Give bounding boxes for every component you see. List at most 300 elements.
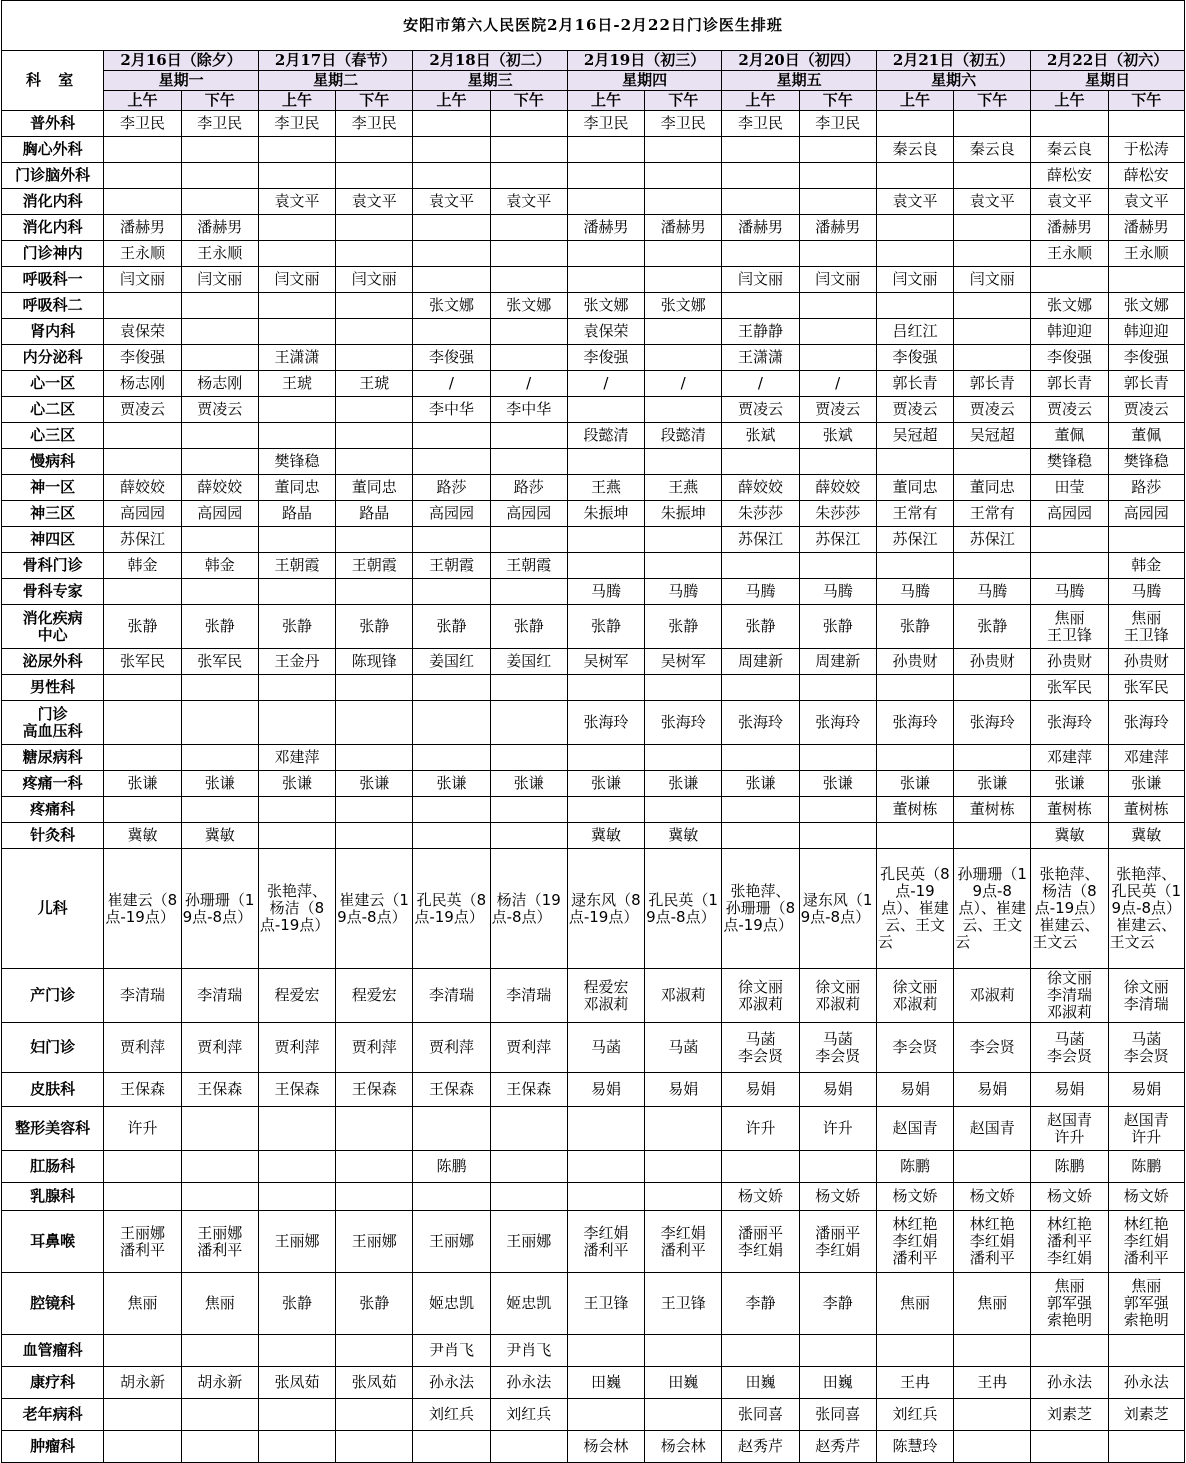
schedule-cell: 赵秀芹 — [722, 1431, 799, 1463]
pm-header: 下午 — [336, 91, 413, 111]
schedule-cell: 徐文丽 李清瑞 邓淑莉 — [1031, 969, 1108, 1023]
schedule-cell — [181, 293, 258, 319]
schedule-cell: 潘赫男 — [1108, 215, 1184, 241]
schedule-cell — [181, 137, 258, 163]
schedule-cell — [413, 527, 490, 553]
schedule-cell: 张海玲 — [799, 701, 876, 745]
schedule-cell — [258, 675, 335, 701]
schedule-cell: 徐文丽 邓淑莉 — [799, 969, 876, 1023]
date-header: 2月16日（除夕） — [104, 51, 259, 71]
schedule-cell: 焦丽 王卫锋 — [1108, 605, 1184, 649]
schedule-cell — [490, 215, 567, 241]
schedule-cell: / — [413, 371, 490, 397]
schedule-cell — [722, 745, 799, 771]
schedule-cell: 张谦 — [181, 771, 258, 797]
schedule-cell: 许升 — [722, 1107, 799, 1151]
schedule-cell: 秦云良 — [954, 137, 1031, 163]
table-row — [2, 371, 1185, 397]
table-row — [2, 163, 1185, 189]
schedule-cell — [104, 423, 181, 449]
schedule-cell: 王琥 — [258, 371, 335, 397]
schedule-cell — [490, 527, 567, 553]
schedule-cell — [722, 823, 799, 849]
table-row — [2, 475, 1185, 501]
schedule-cell — [876, 553, 953, 579]
schedule-cell: 朱莎莎 — [799, 501, 876, 527]
schedule-cell: 王保森 — [104, 1073, 181, 1107]
schedule-cell — [567, 553, 644, 579]
schedule-cell — [181, 527, 258, 553]
schedule-cell — [181, 675, 258, 701]
schedule-cell — [954, 111, 1031, 137]
schedule-cell: 张同喜 — [722, 1399, 799, 1431]
schedule-cell: 李红娟 潘利平 — [645, 1211, 722, 1273]
schedule-cell — [567, 675, 644, 701]
schedule-cell: 贾凌云 — [876, 397, 953, 423]
schedule-body — [2, 1, 1185, 1463]
schedule-cell: 袁文平 — [876, 189, 953, 215]
table-row — [2, 293, 1185, 319]
schedule-cell: 贾利萍 — [181, 1023, 258, 1073]
schedule-cell: 郭长青 — [1031, 371, 1108, 397]
schedule-cell — [336, 1183, 413, 1211]
table-row — [2, 1023, 1185, 1073]
schedule-cell — [336, 675, 413, 701]
schedule-cell — [567, 267, 644, 293]
schedule-cell: 林红艳 李红娟 潘利平 — [876, 1211, 953, 1273]
schedule-cell — [336, 797, 413, 823]
schedule-cell: 张静 — [336, 1273, 413, 1335]
schedule-cell — [490, 701, 567, 745]
schedule-cell — [104, 1183, 181, 1211]
schedule-cell — [645, 319, 722, 345]
department-name: 肿瘤科 — [2, 1431, 104, 1463]
schedule-cell: 刘红兵 — [876, 1399, 953, 1431]
schedule-cell — [799, 1151, 876, 1183]
schedule-cell — [567, 1151, 644, 1183]
schedule-cell: 胡永新 — [181, 1367, 258, 1399]
schedule-cell: 李会贤 — [876, 1023, 953, 1073]
schedule-cell: 李中华 — [490, 397, 567, 423]
schedule-cell: 贾凌云 — [1108, 397, 1184, 423]
schedule-cell — [490, 579, 567, 605]
schedule-cell: 徐文丽 李清瑞 — [1108, 969, 1184, 1023]
schedule-cell — [490, 797, 567, 823]
schedule-cell — [336, 527, 413, 553]
schedule-cell: 邓建萍 — [1108, 745, 1184, 771]
schedule-cell — [954, 1431, 1031, 1463]
schedule-cell — [954, 345, 1031, 371]
schedule-cell: 樊锋稳 — [1031, 449, 1108, 475]
schedule-cell: 孙永法 — [413, 1367, 490, 1399]
schedule-cell: 王永顺 — [1031, 241, 1108, 267]
schedule-cell — [104, 701, 181, 745]
schedule-cell: 樊锋稳 — [1108, 449, 1184, 475]
schedule-cell — [258, 1431, 335, 1463]
schedule-cell: 马腾 — [722, 579, 799, 605]
schedule-cell: 张静 — [876, 605, 953, 649]
table-row — [2, 267, 1185, 293]
schedule-cell — [722, 189, 799, 215]
schedule-cell: 陈鹏 — [1108, 1151, 1184, 1183]
schedule-cell: 王保森 — [413, 1073, 490, 1107]
schedule-cell — [181, 1335, 258, 1367]
schedule-cell: 朱振坤 — [567, 501, 644, 527]
schedule-cell — [1031, 111, 1108, 137]
schedule-cell: 焦丽 — [104, 1273, 181, 1335]
schedule-cell: 张谦 — [799, 771, 876, 797]
schedule-cell: 张海玲 — [954, 701, 1031, 745]
table-row — [2, 1183, 1185, 1211]
schedule-cell — [1108, 267, 1184, 293]
schedule-cell: 赵国青 — [954, 1107, 1031, 1151]
schedule-cell: 韩金 — [1108, 553, 1184, 579]
schedule-cell — [645, 527, 722, 553]
table-row — [2, 1335, 1185, 1367]
date-header-row — [2, 51, 1185, 71]
schedule-cell — [722, 163, 799, 189]
schedule-cell: 王冉 — [954, 1367, 1031, 1399]
schedule-cell — [876, 449, 953, 475]
schedule-cell — [799, 823, 876, 849]
schedule-cell: 姜国红 — [413, 649, 490, 675]
schedule-cell: 王朝霞 — [258, 553, 335, 579]
department-name: 儿科 — [2, 849, 104, 969]
schedule-cell: 路晶 — [336, 501, 413, 527]
schedule-cell: 张谦 — [258, 771, 335, 797]
schedule-cell — [954, 163, 1031, 189]
schedule-cell — [104, 189, 181, 215]
schedule-cell: 吴树军 — [567, 649, 644, 675]
schedule-cell — [490, 449, 567, 475]
schedule-cell: 杨文娇 — [876, 1183, 953, 1211]
schedule-cell — [181, 797, 258, 823]
schedule-cell — [336, 1431, 413, 1463]
schedule-cell: 苏保江 — [954, 527, 1031, 553]
schedule-cell — [413, 1431, 490, 1463]
department-name: 心三区 — [2, 423, 104, 449]
schedule-cell: 张静 — [799, 605, 876, 649]
schedule-cell: 高园园 — [181, 501, 258, 527]
table-row — [2, 579, 1185, 605]
schedule-cell: 袁文平 — [258, 189, 335, 215]
schedule-cell: 闫文丽 — [181, 267, 258, 293]
schedule-cell: 张军民 — [1031, 675, 1108, 701]
schedule-cell: 刘素芝 — [1108, 1399, 1184, 1431]
weekday-header-row — [2, 71, 1185, 91]
schedule-cell: 刘红兵 — [490, 1399, 567, 1431]
department-name: 骨科门诊 — [2, 553, 104, 579]
department-name: 老年病科 — [2, 1399, 104, 1431]
schedule-cell — [413, 111, 490, 137]
schedule-cell: 王冉 — [876, 1367, 953, 1399]
schedule-cell: 杨志刚 — [104, 371, 181, 397]
schedule-cell — [336, 1399, 413, 1431]
table-row — [2, 423, 1185, 449]
schedule-cell: 高园园 — [104, 501, 181, 527]
weekday-header: 星期日 — [1031, 71, 1185, 91]
schedule-cell: 周建新 — [722, 649, 799, 675]
schedule-cell — [336, 745, 413, 771]
schedule-cell: 许升 — [799, 1107, 876, 1151]
schedule-cell — [645, 1107, 722, 1151]
schedule-cell — [722, 293, 799, 319]
am-header: 上午 — [413, 91, 490, 111]
schedule-cell — [336, 579, 413, 605]
schedule-cell — [181, 423, 258, 449]
schedule-cell: / — [722, 371, 799, 397]
session-header-row — [2, 91, 1185, 111]
schedule-cell — [181, 1151, 258, 1183]
department-name: 乳腺科 — [2, 1183, 104, 1211]
schedule-cell — [413, 797, 490, 823]
schedule-cell: 王永顺 — [1108, 241, 1184, 267]
schedule-cell: 张谦 — [954, 771, 1031, 797]
schedule-cell — [799, 345, 876, 371]
table-row — [2, 527, 1185, 553]
schedule-cell: 邓建萍 — [1031, 745, 1108, 771]
department-name: 骨科专家 — [2, 579, 104, 605]
schedule-cell: 周建新 — [799, 649, 876, 675]
schedule-cell: 尹肖飞 — [490, 1335, 567, 1367]
schedule-cell: 李会贤 — [954, 1023, 1031, 1073]
schedule-cell: 贾凌云 — [1031, 397, 1108, 423]
schedule-cell: 马腾 — [645, 579, 722, 605]
schedule-cell — [567, 449, 644, 475]
schedule-cell — [258, 701, 335, 745]
schedule-cell — [1108, 1335, 1184, 1367]
schedule-cell — [799, 137, 876, 163]
schedule-cell — [258, 527, 335, 553]
table-row — [2, 241, 1185, 267]
schedule-cell: 李俊强 — [104, 345, 181, 371]
schedule-cell — [567, 397, 644, 423]
schedule-cell: 王丽娜 潘利平 — [104, 1211, 181, 1273]
schedule-cell: 贾利萍 — [336, 1023, 413, 1073]
schedule-cell: 易娟 — [799, 1073, 876, 1107]
schedule-cell: 闫文丽 — [104, 267, 181, 293]
schedule-cell: 张凤茹 — [336, 1367, 413, 1399]
schedule-cell — [645, 675, 722, 701]
schedule-cell — [1108, 111, 1184, 137]
schedule-cell — [645, 189, 722, 215]
schedule-cell — [490, 745, 567, 771]
schedule-cell: / — [799, 371, 876, 397]
date-header: 2月21日（初五） — [876, 51, 1031, 71]
schedule-cell: 贾凌云 — [181, 397, 258, 423]
schedule-cell: 崔建云（19点-8点） — [336, 849, 413, 969]
schedule-cell: 韩金 — [104, 553, 181, 579]
schedule-cell: 张谦 — [490, 771, 567, 797]
table-row — [2, 319, 1185, 345]
schedule-cell — [567, 137, 644, 163]
schedule-cell: 田巍 — [799, 1367, 876, 1399]
schedule-cell: 王永顺 — [104, 241, 181, 267]
schedule-cell: 韩迎迎 — [1108, 319, 1184, 345]
schedule-cell — [181, 701, 258, 745]
schedule-cell — [336, 345, 413, 371]
schedule-cell — [104, 579, 181, 605]
department-name: 皮肤科 — [2, 1073, 104, 1107]
schedule-cell: 袁文平 — [413, 189, 490, 215]
title-row — [2, 1, 1185, 51]
schedule-cell: 樊锋稳 — [258, 449, 335, 475]
schedule-cell — [413, 579, 490, 605]
schedule-cell: 程爱宏 — [336, 969, 413, 1023]
schedule-cell: 张静 — [722, 605, 799, 649]
schedule-cell: 贾凌云 — [954, 397, 1031, 423]
schedule-cell: 薛姣姣 — [104, 475, 181, 501]
schedule-cell: 王卫锋 — [567, 1273, 644, 1335]
schedule-cell: 吴冠超 — [954, 423, 1031, 449]
schedule-cell — [258, 1183, 335, 1211]
schedule-cell: 潘赫男 — [104, 215, 181, 241]
weekday-header: 星期六 — [876, 71, 1031, 91]
schedule-cell: 高园园 — [1031, 501, 1108, 527]
date-header: 2月20日（初四） — [722, 51, 877, 71]
schedule-cell: 马腾 — [567, 579, 644, 605]
schedule-cell — [413, 823, 490, 849]
schedule-cell: 孙贵财 — [876, 649, 953, 675]
table-row — [2, 1399, 1185, 1431]
schedule-cell: 张谦 — [722, 771, 799, 797]
table-row — [2, 1107, 1185, 1151]
table-row — [2, 969, 1185, 1023]
schedule-cell — [413, 745, 490, 771]
schedule-cell: 马菡 李会贤 — [1108, 1023, 1184, 1073]
schedule-cell: 田巍 — [722, 1367, 799, 1399]
table-row — [2, 553, 1185, 579]
schedule-cell: 焦丽 — [876, 1273, 953, 1335]
department-name: 慢病科 — [2, 449, 104, 475]
schedule-cell: 林红艳 潘利平 李红娟 — [1031, 1211, 1108, 1273]
schedule-cell — [490, 267, 567, 293]
department-name: 耳鼻喉 — [2, 1211, 104, 1273]
schedule-cell: 王保森 — [181, 1073, 258, 1107]
schedule-cell — [413, 675, 490, 701]
schedule-cell — [645, 163, 722, 189]
schedule-cell: 王朝霞 — [413, 553, 490, 579]
schedule-cell: 徐文丽 邓淑莉 — [876, 969, 953, 1023]
schedule-cell: 张谦 — [413, 771, 490, 797]
schedule-cell: 路莎 — [490, 475, 567, 501]
am-header: 上午 — [104, 91, 181, 111]
schedule-cell: 李清瑞 — [490, 969, 567, 1023]
schedule-cell: 杨文娇 — [722, 1183, 799, 1211]
schedule-cell: 董树栋 — [954, 797, 1031, 823]
department-name: 神一区 — [2, 475, 104, 501]
schedule-cell: 张海玲 — [1031, 701, 1108, 745]
schedule-cell: 陈慧玲 — [876, 1431, 953, 1463]
schedule-cell — [567, 797, 644, 823]
schedule-cell: 冀敏 — [181, 823, 258, 849]
schedule-cell: 徐文丽 邓淑莉 — [722, 969, 799, 1023]
department-name: 消化内科 — [2, 215, 104, 241]
schedule-cell — [954, 449, 1031, 475]
schedule-cell: 易娟 — [567, 1073, 644, 1107]
schedule-cell: 闫文丽 — [799, 267, 876, 293]
schedule-cell: 李俊强 — [1031, 345, 1108, 371]
schedule-cell: 闫文丽 — [876, 267, 953, 293]
schedule-cell — [722, 797, 799, 823]
table-row — [2, 397, 1185, 423]
schedule-cell — [181, 1399, 258, 1431]
schedule-cell: 张谦 — [1108, 771, 1184, 797]
schedule-cell: 高园园 — [490, 501, 567, 527]
schedule-cell — [954, 745, 1031, 771]
department-name: 针灸科 — [2, 823, 104, 849]
schedule-cell — [954, 823, 1031, 849]
schedule-cell — [181, 745, 258, 771]
schedule-cell: 张静 — [336, 605, 413, 649]
schedule-cell — [336, 1107, 413, 1151]
schedule-cell — [258, 163, 335, 189]
schedule-cell: 张静 — [413, 605, 490, 649]
schedule-cell: 焦丽 郭军强 索艳明 — [1108, 1273, 1184, 1335]
schedule-cell — [645, 137, 722, 163]
schedule-cell: 孔民英（8点-19点） — [413, 849, 490, 969]
schedule-cell — [413, 701, 490, 745]
schedule-cell: 杨文娇 — [1031, 1183, 1108, 1211]
schedule-cell — [1031, 1431, 1108, 1463]
schedule-cell: 王金丹 — [258, 649, 335, 675]
table-row — [2, 1273, 1185, 1335]
schedule-cell: 王朝霞 — [490, 553, 567, 579]
schedule-cell: 张静 — [954, 605, 1031, 649]
schedule-cell: 马菡 — [645, 1023, 722, 1073]
department-name: 肾内科 — [2, 319, 104, 345]
department-name: 血管瘤科 — [2, 1335, 104, 1367]
schedule-cell: 路莎 — [1108, 475, 1184, 501]
schedule-cell — [954, 319, 1031, 345]
department-name: 内分泌科 — [2, 345, 104, 371]
schedule-cell — [490, 241, 567, 267]
schedule-cell — [181, 1431, 258, 1463]
schedule-cell: 董树栋 — [1108, 797, 1184, 823]
schedule-cell — [645, 397, 722, 423]
schedule-cell: 易娟 — [1108, 1073, 1184, 1107]
schedule-cell: 李俊强 — [567, 345, 644, 371]
schedule-cell: 李俊强 — [876, 345, 953, 371]
schedule-cell: 王常有 — [876, 501, 953, 527]
schedule-cell — [413, 1183, 490, 1211]
schedule-cell — [413, 241, 490, 267]
schedule-cell: 吕红江 — [876, 319, 953, 345]
schedule-cell: 王丽娜 — [490, 1211, 567, 1273]
schedule-cell: 袁文平 — [1108, 189, 1184, 215]
schedule-cell: 孔民英（8点-19点）、崔建云、王文云 — [876, 849, 953, 969]
schedule-cell — [490, 823, 567, 849]
schedule-cell — [490, 163, 567, 189]
schedule-cell: 赵秀芹 — [799, 1431, 876, 1463]
schedule-cell — [413, 423, 490, 449]
table-row — [2, 745, 1185, 771]
schedule-cell: 陈鹏 — [1031, 1151, 1108, 1183]
department-name: 泌尿外科 — [2, 649, 104, 675]
schedule-cell — [645, 1335, 722, 1367]
schedule-cell: 杨会林 — [567, 1431, 644, 1463]
schedule-cell — [722, 137, 799, 163]
schedule-cell: 贾凌云 — [722, 397, 799, 423]
schedule-cell: 王保森 — [490, 1073, 567, 1107]
schedule-cell — [490, 345, 567, 371]
department-name: 门诊脑外科 — [2, 163, 104, 189]
schedule-cell: 李俊强 — [1108, 345, 1184, 371]
department-name: 糖尿病科 — [2, 745, 104, 771]
schedule-cell: 袁文平 — [954, 189, 1031, 215]
schedule-cell: 董佩 — [1108, 423, 1184, 449]
schedule-cell: 张军民 — [104, 649, 181, 675]
